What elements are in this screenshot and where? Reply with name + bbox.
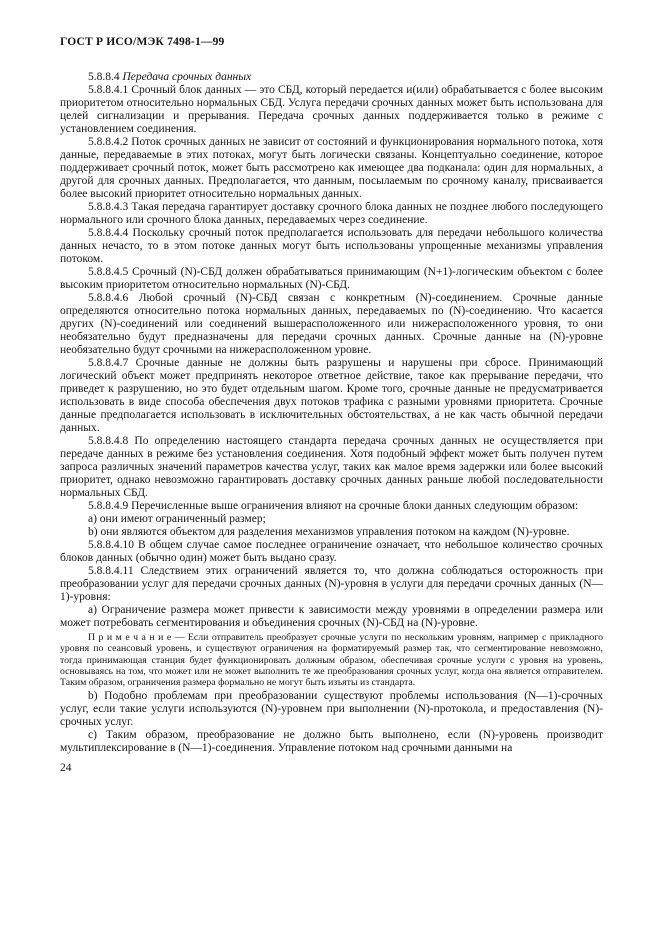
paragraph: 5.8.8.4.4 Поскольку срочный поток предполагается использовать для передачи небольшого количества данных нечасто, то в этом потоке данных могут быть использованы упрощенные механизмы управления потоком. bbox=[60, 227, 603, 265]
page-number: 24 bbox=[60, 762, 72, 775]
note-paragraph: П р и м е ч а н и е — Если отправитель преобразует срочные услуги по нескольким уровням, например с прикладного уровня по сеансовый уровень, и существуют ограничения на форматируемый размер так, что сегментирование невозможно, тогда принимающая станция будет функционировать должным образом, обеспечивая срочные услуги с уровня на уровень, основываясь на том, что может или не может выполнить те же преобразования срочных услуг, когда она является отправителем. Таким образом, ограничения размера формально не могут быть изъяты из стандарта. bbox=[60, 632, 603, 689]
paragraph: b) Подобно проблемам при преобразовании существуют проблемы использования (N—1)-срочных услуг, если такие услуги используются (N)-уровнем при выполнении (N)-протокола, и предоставления (N)-срочных услуг. bbox=[60, 690, 603, 729]
document-body bbox=[60, 71, 603, 755]
paragraph: c) Таким образом, преобразование не должно быть выполнено, если (N)-уровень производит мультиплексирование в (N—1)-соединения. Управление потоком над срочными данными на bbox=[60, 729, 603, 755]
paragraph: 5.8.8.4.8 По определению настоящего стандарта передача срочных данных не осуществляется при передаче данных в режиме без установления соединения. Хотя подобный эффект может быть получен путем запроса различных значений параметров качества услуг, таких как малое время задержки или более высокий приоритет, однако невозможно гарантировать доставку срочных данных раньше любой последовательности нормальных СБД. bbox=[60, 435, 603, 499]
paragraph: 5.8.8.4.9 Перечисленные выше ограничения влияют на срочные блоки данных следующим образом: bbox=[88, 500, 579, 512]
paragraph: 5.8.8.4.3 Такая передача гарантирует доставку срочного блока данных не позднее любого последующего нормального или срочного блока данных, передаваемых через соединение. bbox=[60, 201, 603, 226]
paragraph: 5.8.8.4.5 Срочный (N)-СБД должен обрабатываться принимающим (N+1)-логическим объектом с более высоким приоритетом относительно нормальных (N)-СБД. bbox=[60, 266, 603, 291]
paragraph: 5.8.8.4.11 Следствием этих ограничений является то, что должна соблюдаться осторожность при преобразовании услуг для передачи срочных данных (N)-уровня в услуги для передачи срочных данных (N—1)-уровня: bbox=[60, 565, 603, 603]
paragraph: a) Ограничение размера может привести к зависимости между уровнями в определении размера или может потребовать сегментирования и объединения срочных (N)-СБД на (N)-уровне. bbox=[60, 604, 603, 629]
document-header: ГОСТ Р ИСО/МЭК 7498-1—99 bbox=[60, 36, 225, 48]
paragraph: 5.8.8.4.10 В общем случае самое последнее ограничение означает, что небольшое количество срочных блоков данных (обычно один) может быть выдано сразу. bbox=[60, 539, 603, 564]
paragraph: b) они являются объектом для разделения механизмов управления потоком на каждом (N)-уровне. bbox=[88, 526, 570, 538]
section-heading bbox=[60, 71, 603, 84]
paragraph: 5.8.8.4.6 Любой срочный (N)-СБД связан с конкретным (N)-соединением. Срочные данные определяются относительно потока нормальных данных, передаваемых по (N)-соединению. Что касается других (N)-соединений или соединений вышерасположенного или нижерасположенного уровня, то они необязательно будут предназначены для передачи срочных данных. Срочные данные на (N)-уровне необязательно будут срочными на нижерасположенном уровне. bbox=[60, 292, 603, 356]
paragraph: 5.8.8.4.1 Срочный блок данных — это СБД, который передается и(или) обрабатывается с более высоким приоритетом относительно нормальных СБД. Услуга передачи срочных данных может быть использована для целей сигнализации и прерывания. Передача срочных данных поддерживается только в режиме с установлением соединения. bbox=[60, 84, 603, 135]
paragraph: 5.8.8.4.7 Срочные данные не должны быть разрушены и нарушены при сбросе. Принимающий логический объект может предпринять некоторое ответное действие, такое как прерывание передачи, что приведет к разрушению, но это будет отдельным шагом. Кроме того, срочные данные не предусматривается использовать в виде способа обеспечения двух потоков трафика с разными уровнями приоритета. Срочные данные предполагается использовать в исключительных обстоятельствах, а не как часть обычной передачи данных. bbox=[60, 357, 603, 434]
clause-title: Передача срочных данных bbox=[122, 71, 252, 83]
clause-number: 5.8.8.4 bbox=[88, 71, 123, 83]
paragraph: a) они имеют ограниченный размер; bbox=[88, 513, 266, 525]
paragraph: 5.8.8.4.2 Поток срочных данных не зависит от состояний и функционирования нормального потока, хотя данные, передаваемые в этих потоках, могут быть логически связаны. Концептуально соединение, которое поддерживает срочный поток, может быть рассмотрено как имеющее два подканала: один для нормальных, а другой для срочных данных. Предполагается, что данным, посылаемым по срочному каналу, присваивается более высокий приоритет относительно нормальных данных. bbox=[60, 136, 603, 200]
